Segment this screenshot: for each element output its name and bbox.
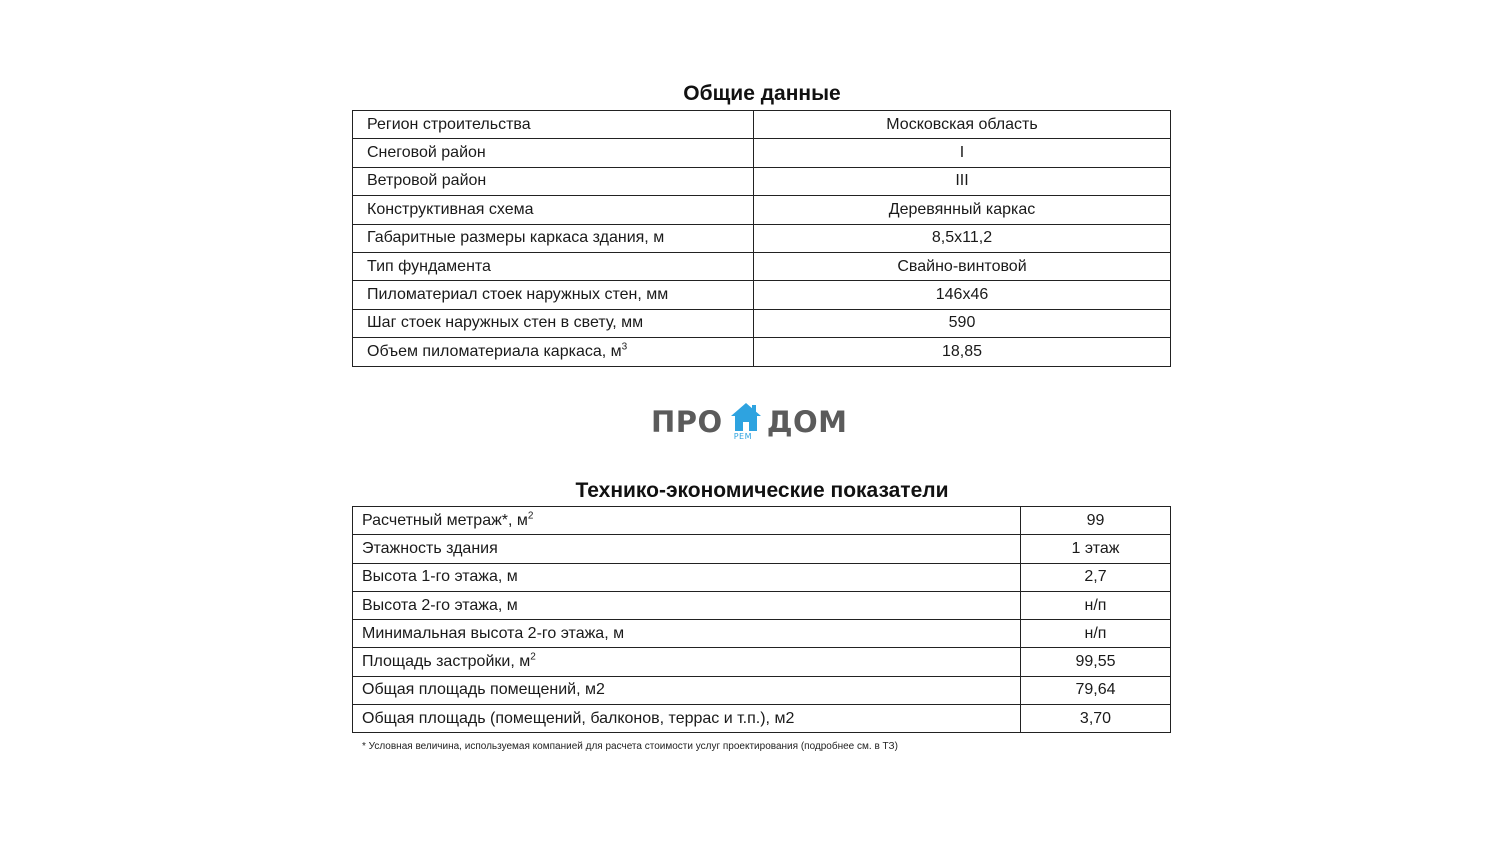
row-value: 146x46 <box>754 281 1171 309</box>
row-label: Ветровой район <box>353 167 754 195</box>
row-value: 3,70 <box>1021 705 1171 733</box>
row-value: 18,85 <box>754 338 1171 366</box>
row-label: Этажность здания <box>353 535 1021 563</box>
table-row <box>353 591 1171 619</box>
row-value: 1 этаж <box>1021 535 1171 563</box>
row-value: 99 <box>1021 507 1171 535</box>
row-value: Деревянный каркас <box>754 196 1171 224</box>
row-label: Площадь застройки, м <box>362 653 531 671</box>
row-value: Московская область <box>754 111 1171 139</box>
general-data-table <box>352 110 1171 367</box>
table-row <box>353 705 1171 733</box>
row-value: Свайно-винтовой <box>754 252 1171 280</box>
general-data-title: Общие данные <box>683 82 841 105</box>
row-label: Снеговой район <box>353 139 754 167</box>
company-logo <box>651 400 848 444</box>
row-value: н/п <box>1021 620 1171 648</box>
table-row <box>353 648 1171 676</box>
table-row <box>353 309 1171 337</box>
table-row <box>353 224 1171 252</box>
row-label-with-sup <box>353 338 754 366</box>
row-label: Общая площадь (помещений, балконов, террас и т.п.), м2 <box>353 705 1021 733</box>
table-row <box>353 338 1171 366</box>
table-row <box>353 507 1171 535</box>
table-row <box>353 563 1171 591</box>
table-row <box>353 196 1171 224</box>
row-label: Шаг стоек наружных стен в свету, мм <box>353 309 754 337</box>
row-label-with-sup <box>353 648 1021 676</box>
superscript: 2 <box>527 510 534 522</box>
table-row <box>353 281 1171 309</box>
row-label: Пиломатериал стоек наружных стен, мм <box>353 281 754 309</box>
superscript: 3 <box>621 341 628 353</box>
table-row <box>353 535 1171 563</box>
superscript: 2 <box>530 651 536 663</box>
row-value: 99,55 <box>1021 648 1171 676</box>
table-row <box>353 620 1171 648</box>
row-label: Общая площадь помещений, м2 <box>353 676 1021 704</box>
row-label: Высота 1-го этажа, м <box>353 563 1021 591</box>
logo-subtext: РЕМ <box>733 432 752 441</box>
row-label: Минимальная высота 2-го этажа, м <box>353 620 1021 648</box>
row-label: Объем пиломатериала каркаса, м <box>367 342 622 360</box>
row-label: Габаритные размеры каркаса здания, м <box>353 224 754 252</box>
row-value: 590 <box>754 309 1171 337</box>
row-label-with-sup <box>353 507 1021 535</box>
row-value: 79,64 <box>1021 676 1171 704</box>
table-row <box>353 139 1171 167</box>
table-row <box>353 676 1171 704</box>
row-label: Высота 2-го этажа, м <box>353 591 1021 619</box>
table-row <box>353 111 1171 139</box>
row-label: Конструктивная схема <box>353 196 754 224</box>
row-label: Тип фундамента <box>353 252 754 280</box>
footnote: * Условная величина, используемая компанией для расчета стоимости услуг проектирования (подробнее см. в ТЗ) <box>362 741 898 752</box>
logo-text-left: ПРО <box>651 405 723 439</box>
tech-indicators-title: Технико-экономические показатели <box>575 479 949 502</box>
table-row <box>353 167 1171 195</box>
table-row <box>353 252 1171 280</box>
logo-text-right: ДОМ <box>766 405 848 439</box>
row-value: I <box>754 139 1171 167</box>
row-value: 8,5x11,2 <box>754 224 1171 252</box>
tech-indicators-table <box>352 506 1171 733</box>
row-value: III <box>754 167 1171 195</box>
row-label: Регион строительства <box>353 111 754 139</box>
row-label: Расчетный метраж*, м <box>362 511 528 529</box>
row-value: н/п <box>1021 591 1171 619</box>
row-value: 2,7 <box>1021 563 1171 591</box>
house-icon <box>729 400 763 444</box>
